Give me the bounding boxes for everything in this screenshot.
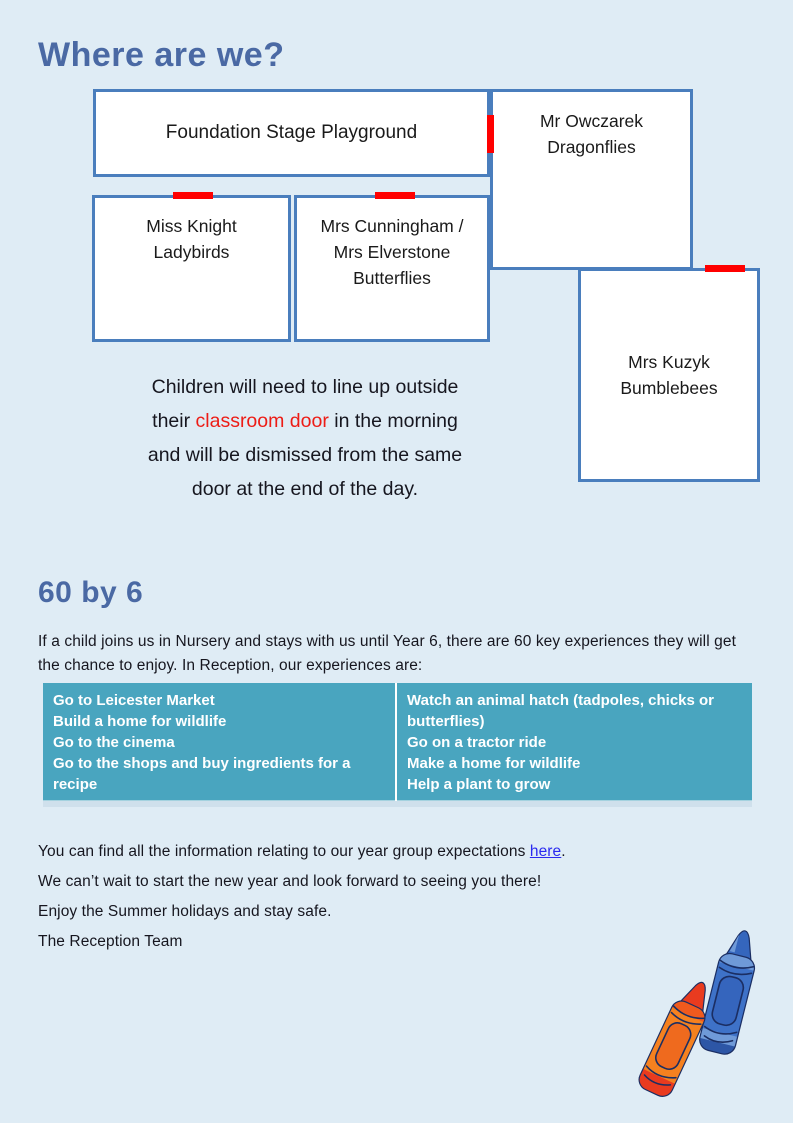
experience-item: Go to Leicester Market: [53, 692, 215, 709]
sixty-by-six-intro: If a child joins us in Nursery and stays with us until Year 6, there are 60 key experiences they will get the chance to enjoy. In Reception, our experiences are:: [38, 633, 737, 674]
lineup-note-line: and will be dismissed from the same: [147, 444, 463, 466]
experience-item: Go to the shops and buy ingredients for a recipe: [53, 755, 351, 793]
room-label-line: Mrs Cunningham /: [320, 216, 464, 236]
door-marker-butterflies: [375, 192, 415, 199]
room-butterflies: [294, 195, 490, 342]
room-label-line: Mrs Elverstone: [333, 242, 451, 262]
room-bumblebees: [578, 268, 760, 482]
newyear-paragraph: We can’t wait to start the new year and look forward to seeing you there!: [38, 873, 542, 890]
door-marker-dragonflies: [487, 115, 494, 153]
experience-item: Help a plant to grow: [407, 776, 551, 793]
experience-item: Watch an animal hatch (tadpoles, chicks or butterflies): [407, 692, 715, 730]
lineup-note-line: [75, 404, 535, 438]
lineup-note-text: in the morning: [328, 410, 458, 432]
room-label-line: Miss Knight: [146, 216, 237, 236]
door-marker-bumblebees: [705, 265, 745, 272]
room-foundation-stage-playground: [93, 89, 490, 177]
room-label: Foundation Stage Playground: [165, 122, 418, 143]
expectations-text-end: .: [561, 843, 566, 860]
summer-paragraph: Enjoy the Summer holidays and stay safe.: [38, 903, 332, 920]
expectations-text: You can find all the information relating to our year group expectations: [38, 843, 530, 860]
expectations-paragraph: [38, 842, 566, 862]
experiences-column-left: [43, 683, 397, 801]
experiences-table: [43, 683, 752, 807]
reception-team-signature: The Reception Team: [38, 933, 183, 950]
page-title: Where are we?: [38, 36, 285, 74]
room-dragonflies: [490, 89, 693, 270]
experience-item: Make a home for wildlife: [407, 755, 581, 772]
room-label-line: Bumblebees: [620, 378, 718, 398]
room-label-line: Mr Owczarek: [539, 111, 644, 131]
experience-item: Go to the cinema: [53, 734, 175, 751]
room-label-line: Butterflies: [353, 268, 431, 288]
experience-item: Go on a tractor ride: [407, 734, 547, 751]
sixty-by-six-heading: 60 by 6: [38, 576, 144, 609]
lineup-note-line: door at the end of the day.: [191, 478, 419, 500]
experiences-column-right: [397, 683, 750, 801]
expectations-link[interactable]: here: [529, 843, 562, 860]
room-label-line: Dragonflies: [547, 137, 636, 157]
experience-item: Build a home for wildlife: [53, 713, 227, 730]
lineup-note-highlight: classroom door: [195, 410, 329, 432]
door-marker-ladybirds: [173, 192, 213, 199]
room-label-line: Ladybirds: [153, 242, 230, 262]
lineup-note-text: their: [152, 410, 196, 432]
lineup-note: [75, 370, 535, 506]
room-ladybirds: [92, 195, 291, 342]
lineup-note-line: Children will need to line up outside: [151, 376, 459, 398]
room-label-line: Mrs Kuzyk: [628, 352, 710, 372]
